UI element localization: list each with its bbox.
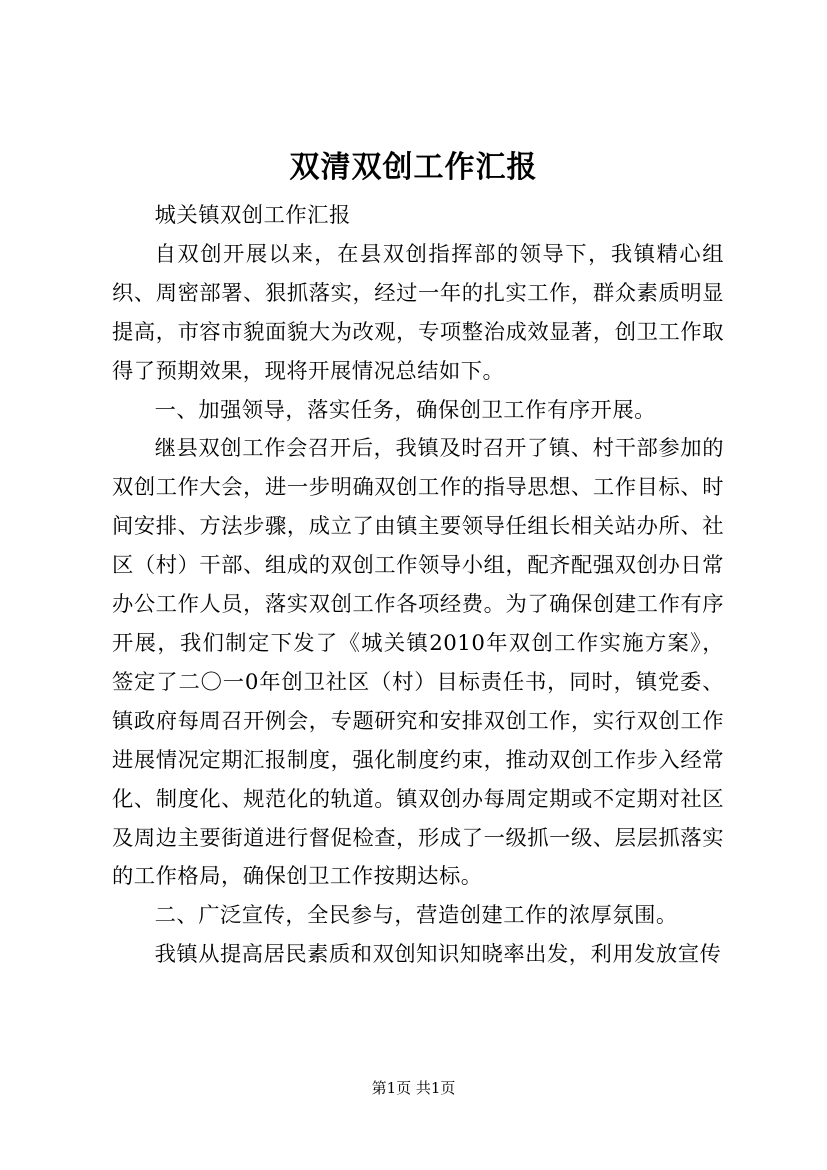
section-heading-2: 二、广泛宣传，全民参与，营造创建工作的浓厚氛围。 [154,903,678,929]
section-heading-1: 一、加强领导，落实任务，确保创卫工作有序开展。 [154,397,656,423]
paragraph-section-1: 继县双创工作会召开后，我镇及时召开了镇、村干部参加的双创工作大会，进一步明确双创工作的指导思想、工作目标、时间安排、方法步骤，成立了由镇主要领导任组长相关站办所、社区（村）干部、组成的双创工作领导小组，配齐配强双创办日常办公工作人员，落实双创工作各项经费。为了确保创建工作有序开展，我们制定下发了《城关镇2010年双创工作实施方案》，签定了二〇一0年创卫社区（村）目标责任书，同时，镇党委、镇政府每周召开例会，专题研究和安排双创工作，实行双创工作进展情况定期汇报制度，强化制度约束，推动双创工作步入经常化、制度化、规范化的轨道。镇双创办每周定期或不定期对社区及周边主要街道进行督促检查，形成了一级抓一级、层层抓落实的工作格局，确保创卫工作按期达标。 [112,436,724,890]
document-body [112,197,724,975]
paragraph-intro: 自双创开展以来，在县双创指挥部的领导下，我镇精心组织、周密部署、狠抓落实，经过一年的扎实工作，群众素质明显提高，市容市貌面貌大为改观，专项整治成效显著，创卫工作取得了预期效果，现将开展情况总结如下。 [112,241,724,384]
paragraph-subtitle: 城关镇双创工作汇报 [154,203,351,228]
page-footer: 第1页 共1页 [371,1079,456,1097]
paragraph-section-2: 我镇从提高居民素质和双创知识知晓率出发，利用发放宣传 [154,942,722,968]
document-title: 双清双创工作汇报 [289,150,538,185]
